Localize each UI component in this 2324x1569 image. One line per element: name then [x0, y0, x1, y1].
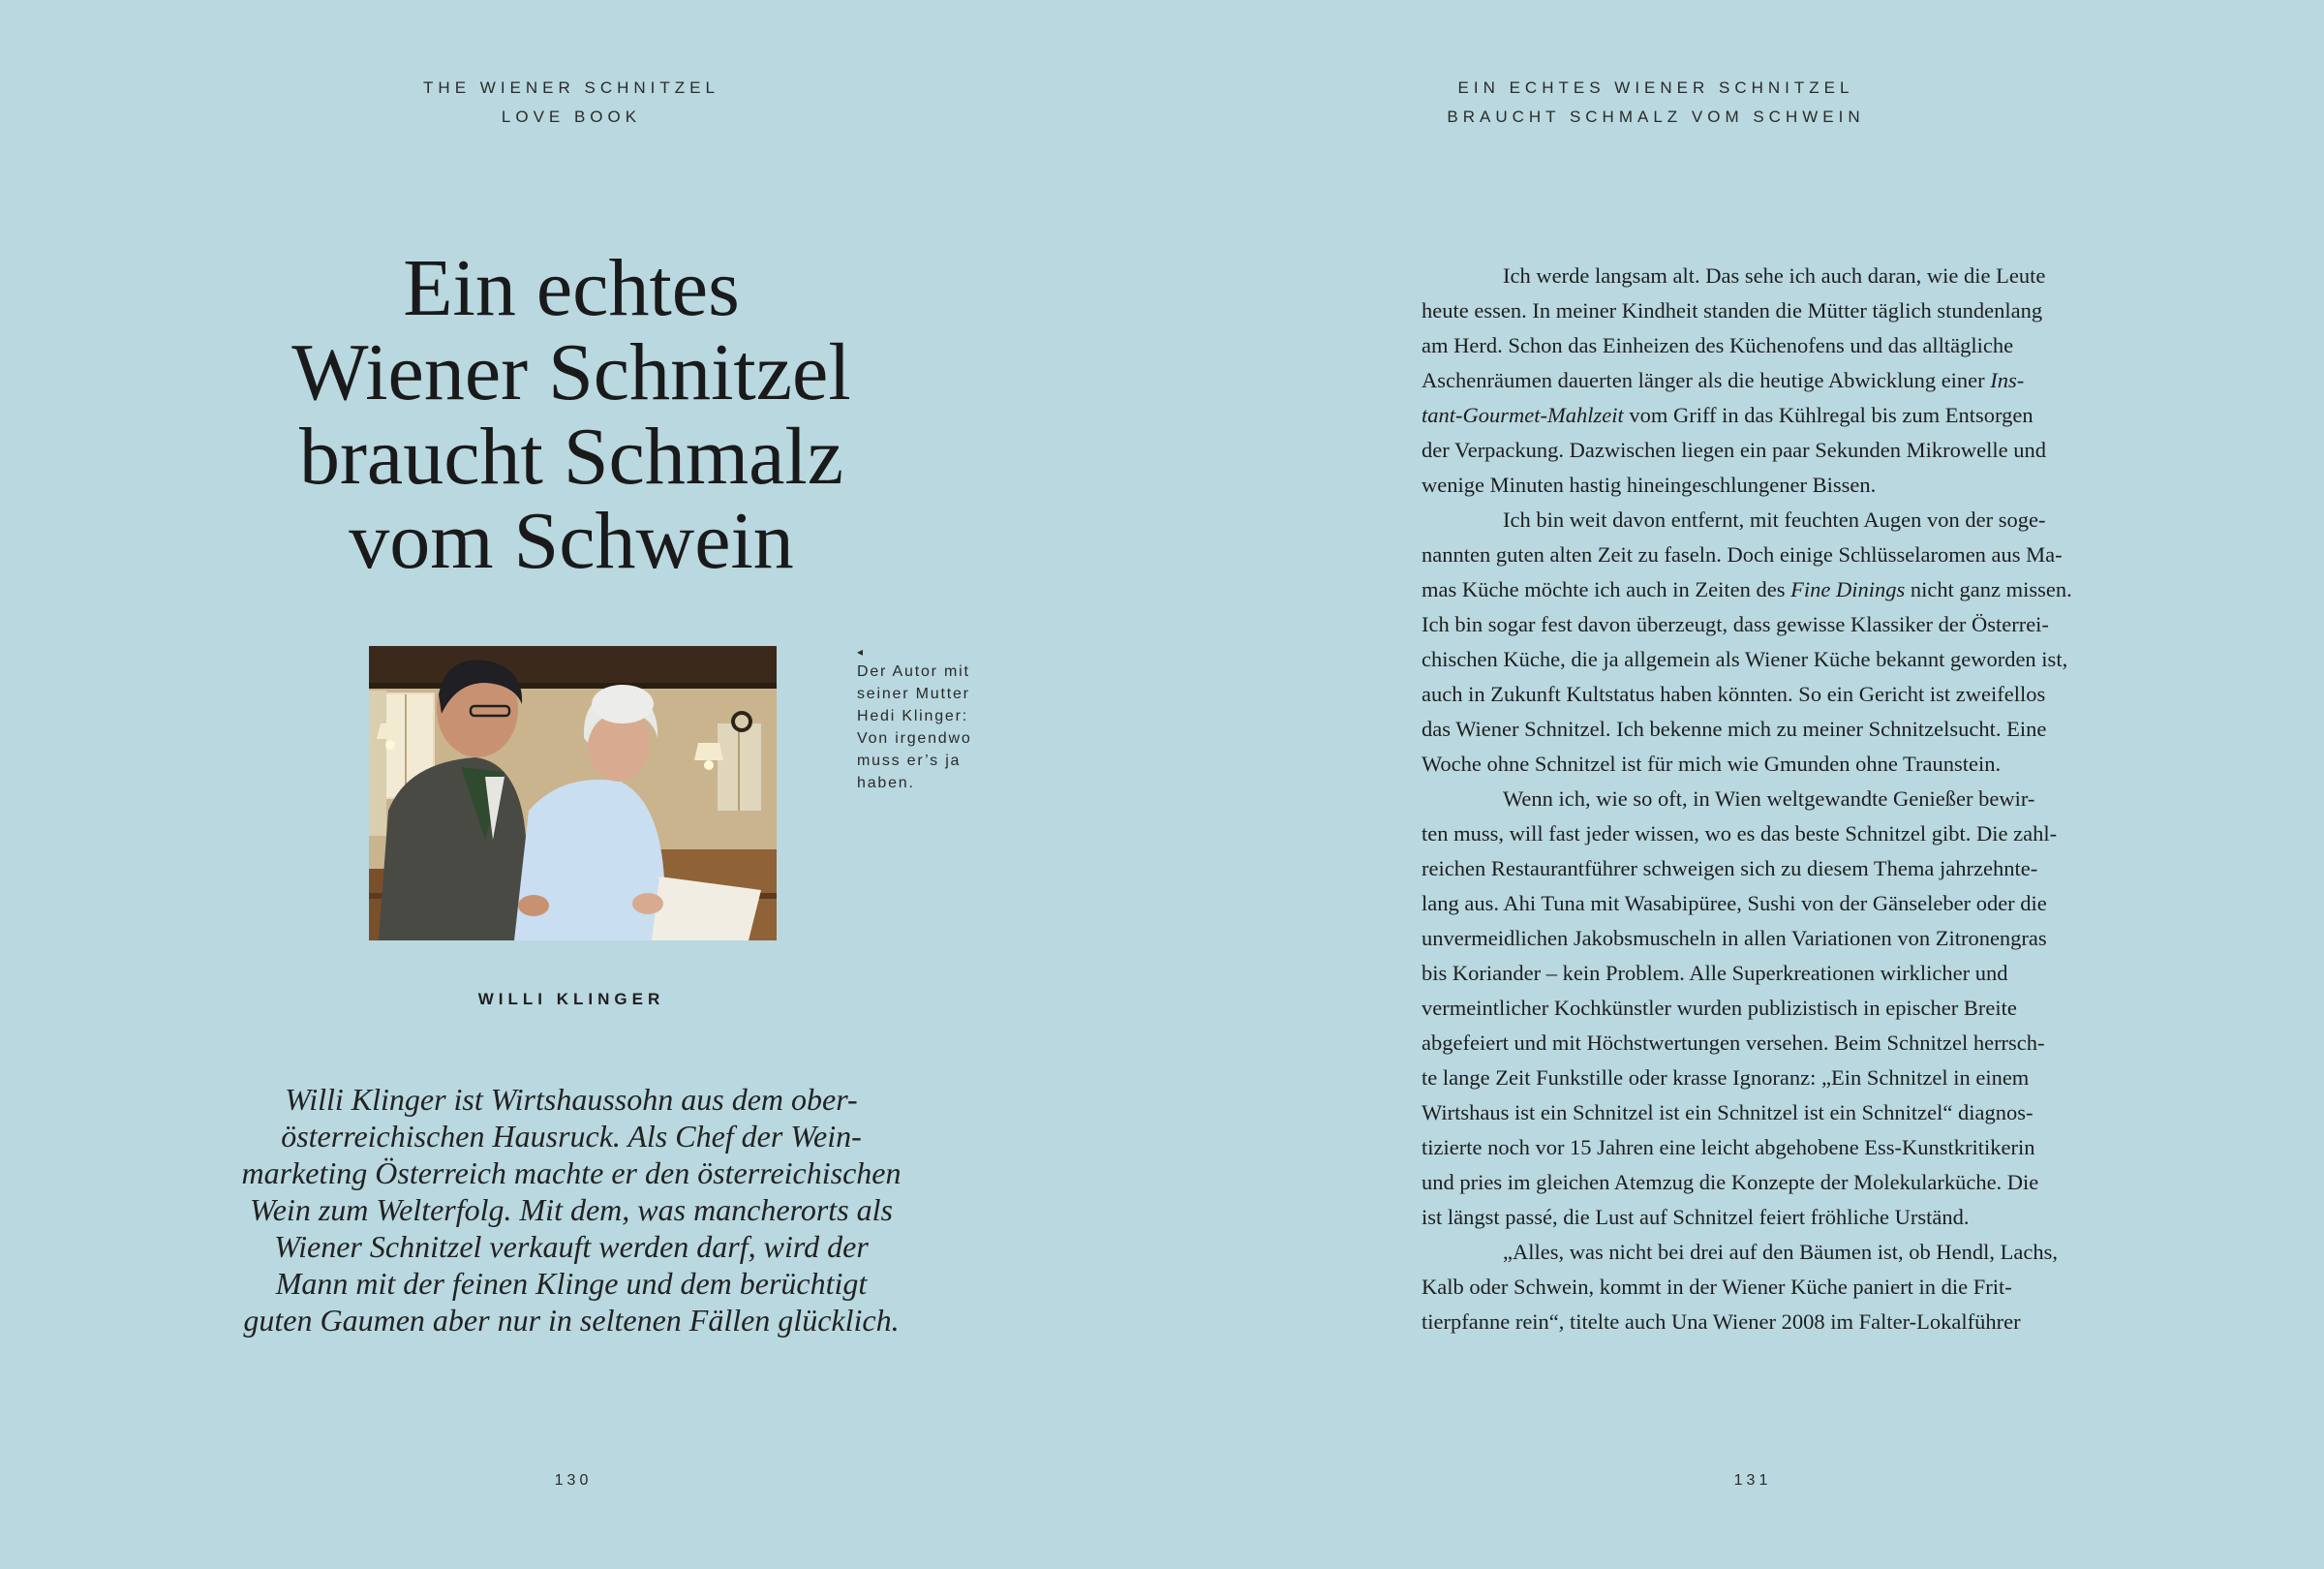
body-text-line	[1422, 782, 2119, 816]
body-text-line	[1422, 677, 2119, 712]
body-text-run: „Alles, was nicht bei drei auf den Bäumen ist, ob Hendl, Lachs,	[1503, 1240, 2058, 1264]
chapter-title-line: Wiener Schnitzel	[291, 327, 851, 417]
body-text-line	[1422, 1270, 2119, 1305]
body-text-run: bis Koriander – kein Problem. Alle Superkreationen wirklicher und	[1422, 961, 2008, 985]
running-head-right	[1365, 74, 1946, 132]
body-text-italic: Ins-	[1990, 368, 2025, 392]
body-text-run: abgefeiert und mit Höchstwertungen versehen. Beim Schnitzel herrsch-	[1422, 1031, 2045, 1055]
caption-line: muss er’s ja	[857, 753, 962, 769]
chapter-title	[184, 243, 959, 586]
body-text-run: wenige Minuten hastig hineingeschlungener Bissen.	[1422, 473, 1877, 497]
body-text-line	[1422, 468, 2119, 503]
body-text-run: am Herd. Schon das Einheizen des Küchenofens und das alltägliche	[1422, 333, 2014, 357]
photo-caption	[857, 643, 1022, 794]
body-text-line	[1422, 572, 2119, 607]
body-text-run: heute essen. In meiner Kindheit standen die Mütter täglich stundenlang	[1422, 298, 2043, 323]
running-head-left	[281, 74, 862, 132]
caption-line: seiner Mutter	[857, 686, 970, 702]
body-text-run: tierpfanne rein“, titelte auch Una Wiener 2008 im Falter-Lokalführer	[1422, 1309, 2021, 1334]
body-text-run: Ich bin weit davon entfernt, mit feuchten Augen von der soge-	[1503, 508, 2046, 532]
body-text-line	[1422, 398, 2119, 433]
author-bio-line: Willi Klinger ist Wirtshaussohn aus dem ober-	[285, 1082, 858, 1117]
author-name: WILLI KLINGER	[477, 990, 665, 1008]
body-text-run: auch in Zukunft Kultstatus haben könnten. So ein Gericht ist zweifellos	[1422, 682, 2046, 706]
running-head-line: BRAUCHT SCHMALZ VOM SCHWEIN	[1447, 108, 1865, 126]
caption-line: Von irgendwo	[857, 730, 972, 747]
body-text-run: nannten guten alten Zeit zu faseln. Doch einige Schlüsselaromen aus Ma-	[1422, 542, 2063, 567]
body-text-line	[1422, 363, 2119, 398]
body-text-run: vermeintlicher Kochkünstler wurden publizistisch in epischer Breite	[1422, 996, 2017, 1020]
author-bio-line: Wiener Schnitzel verkauft werden darf, wird der	[274, 1229, 869, 1264]
body-text-run: Ich werde langsam alt. Das sehe ich auch daran, wie die Leute	[1503, 263, 2046, 288]
body-text-line	[1422, 607, 2119, 642]
running-head-line: THE WIENER SCHNITZEL	[423, 78, 719, 97]
body-text-run: das Wiener Schnitzel. Ich bekenne mich zu meiner Schnitzelsucht. Eine	[1422, 717, 2047, 741]
body-text-run: und pries im gleichen Atemzug die Konzepte der Molekularküche. Die	[1422, 1170, 2039, 1194]
body-text-run: te lange Zeit Funkstille oder krasse Ignoranz: „Ein Schnitzel in einem	[1422, 1065, 2030, 1090]
author-bio-line: marketing Österreich machte er den österreichischen	[241, 1155, 902, 1190]
body-text-run: der Verpackung. Dazwischen liegen ein paar Sekunden Mikrowelle und	[1422, 438, 2046, 462]
body-text-italic: Fine Dinings	[1790, 577, 1906, 601]
author-photo	[369, 646, 777, 940]
body-text-run: Aschenräumen dauerten länger als die heutige Abwicklung einer	[1422, 368, 1991, 392]
caption-line: Der Autor mit	[857, 663, 970, 680]
body-text-line	[1422, 503, 2119, 538]
body-text-line	[1422, 1165, 2119, 1200]
body-text-line	[1422, 1130, 2119, 1165]
body-text-run: unvermeidlichen Jakobsmuscheln in allen Variationen von Zitronengras	[1422, 926, 2047, 950]
body-text-line	[1422, 956, 2119, 991]
body-text-line	[1422, 1095, 2119, 1130]
page-number-right: 131	[1733, 1472, 1772, 1489]
body-text-line	[1422, 433, 2119, 468]
body-text-line	[1422, 293, 2119, 328]
body-text-line	[1422, 1061, 2119, 1095]
body-text-line	[1422, 991, 2119, 1026]
body-text-run: ist längst passé, die Lust auf Schnitzel feiert fröhliche Urständ.	[1422, 1205, 1970, 1229]
caption-line: Hedi Klinger:	[857, 708, 969, 724]
chapter-title-line: Ein echtes	[403, 243, 740, 333]
body-text-line	[1422, 886, 2119, 921]
body-text-line	[1422, 921, 2119, 956]
body-text-run: Ich bin sogar fest davon überzeugt, dass gewisse Klassiker der Österrei-	[1422, 612, 2049, 636]
body-text-run: mas Küche möchte ich auch in Zeiten des	[1422, 577, 1791, 601]
right-page	[1162, 0, 2324, 1569]
body-text-line	[1422, 747, 2119, 782]
caption-pointer-icon: ◂	[857, 645, 865, 659]
author-bio-line: guten Gaumen aber nur in seltenen Fällen glücklich.	[243, 1303, 900, 1338]
body-text-line	[1422, 1026, 2119, 1061]
author-bio-line: österreichischen Hausruck. Als Chef der Wein-	[281, 1119, 862, 1154]
page-number-left: 130	[554, 1472, 593, 1489]
body-text-line	[1422, 851, 2119, 886]
body-text-run: nicht ganz missen.	[1905, 577, 2072, 601]
body-text-run: reichen Restaurantführer schweigen sich zu diesem Thema jahrzehnte-	[1422, 856, 2038, 880]
body-text-line	[1422, 1305, 2119, 1339]
chapter-title-line: vom Schwein	[349, 496, 794, 586]
body-text-line	[1422, 538, 2119, 572]
body-text	[1422, 259, 2119, 1339]
body-text-run: ten muss, will fast jeder wissen, wo es das beste Schnitzel gibt. Die zahl-	[1422, 821, 2058, 846]
body-text-line	[1422, 259, 2119, 293]
body-text-italic: tant-Gourmet-Mahlzeit	[1422, 403, 1624, 427]
caption-line: haben.	[857, 775, 915, 791]
body-text-run: Wenn ich, wie so oft, in Wien weltgewandte Genießer bewir-	[1503, 786, 2035, 811]
author-bio	[184, 1081, 959, 1338]
author-bio-line: Wein zum Welterfolg. Mit dem, was mancherorts als	[250, 1192, 893, 1227]
body-text-line	[1422, 712, 2119, 747]
body-text-run: tizierte noch vor 15 Jahren eine leicht abgehobene Ess-Kunstkritikerin	[1422, 1135, 2035, 1159]
running-head-line: LOVE BOOK	[501, 108, 642, 126]
body-text-run: Wirtshaus ist ein Schnitzel ist ein Schnitzel ist ein Schnitzel“ diagnos-	[1422, 1100, 2034, 1124]
body-text-line	[1422, 816, 2119, 851]
body-text-line	[1422, 1200, 2119, 1235]
author-bio-line: Mann mit der feinen Klinge und dem berüchtigt	[275, 1266, 868, 1301]
body-text-line	[1422, 328, 2119, 363]
body-text-run: Woche ohne Schnitzel ist für mich wie Gmunden ohne Traunstein.	[1422, 752, 2002, 776]
chapter-title-line: braucht Schmalz	[298, 412, 844, 502]
body-text-run: chischen Küche, die ja allgemein als Wiener Küche bekannt geworden ist,	[1422, 647, 2068, 671]
body-text-run: Kalb oder Schwein, kommt in der Wiener Küche paniert in die Frit-	[1422, 1275, 2012, 1299]
body-text-run: lang aus. Ahi Tuna mit Wasabipüree, Sushi von der Gänseleber oder die	[1422, 891, 2047, 915]
running-head-line: EIN ECHTES WIENER SCHNITZEL	[1457, 78, 1854, 97]
body-text-line	[1422, 1235, 2119, 1270]
body-text-line	[1422, 642, 2119, 677]
body-text-run: vom Griff in das Kühlregal bis zum Entsorgen	[1623, 403, 2034, 427]
